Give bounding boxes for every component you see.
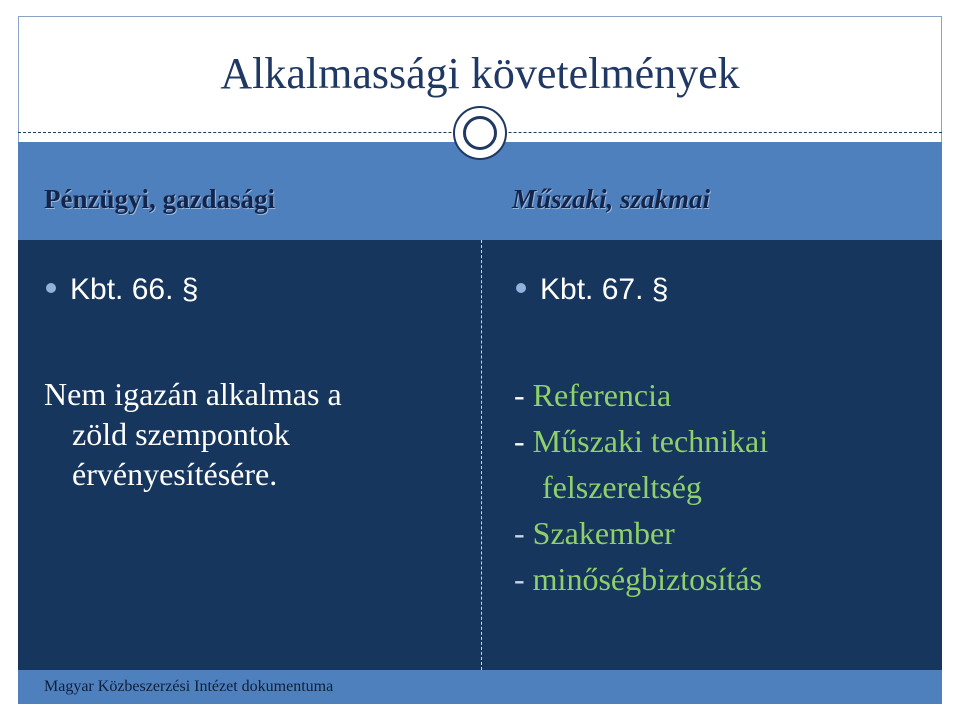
bullet-dot-icon <box>46 283 56 293</box>
list-dash: - <box>514 377 533 413</box>
list-dash: - <box>514 561 533 597</box>
slide-title: Alkalmassági követelmények <box>220 49 740 98</box>
list-item <box>514 372 934 418</box>
list-item <box>514 418 934 464</box>
list-item <box>514 510 934 556</box>
right-column-header: Műszaki, szakmai <box>512 184 711 214</box>
paragraph-line: zöld szempontok <box>72 416 290 452</box>
paragraph-line: érvényesítésére. <box>72 456 278 492</box>
list-dash: - <box>514 515 533 551</box>
right-list <box>514 372 934 602</box>
list-text: felszereltség <box>542 469 702 505</box>
list-text: minőségbiztosítás <box>532 561 762 597</box>
left-bullet <box>46 272 198 308</box>
footer-text: Magyar Közbeszerzési Intézet dokumentuma <box>44 678 334 695</box>
right-bullet-text: Kbt. 67. § <box>540 273 669 306</box>
list-item <box>514 556 934 602</box>
right-bullet <box>516 272 668 308</box>
list-text: Szakember <box>532 515 675 551</box>
left-column-header: Pénzügyi, gazdasági <box>44 184 276 214</box>
list-dash: - <box>514 423 533 459</box>
left-bullet-text: Kbt. 66. § <box>70 273 199 306</box>
list-text: Műszaki technikai <box>532 423 769 459</box>
column-divider <box>481 240 482 670</box>
list-text: Referencia <box>532 377 672 413</box>
bullet-dot-icon <box>516 283 526 293</box>
paragraph-line: Nem igazán alkalmas a <box>44 376 342 412</box>
circle-ornament-icon <box>453 106 507 160</box>
left-paragraph <box>44 374 464 494</box>
list-item <box>514 464 934 510</box>
